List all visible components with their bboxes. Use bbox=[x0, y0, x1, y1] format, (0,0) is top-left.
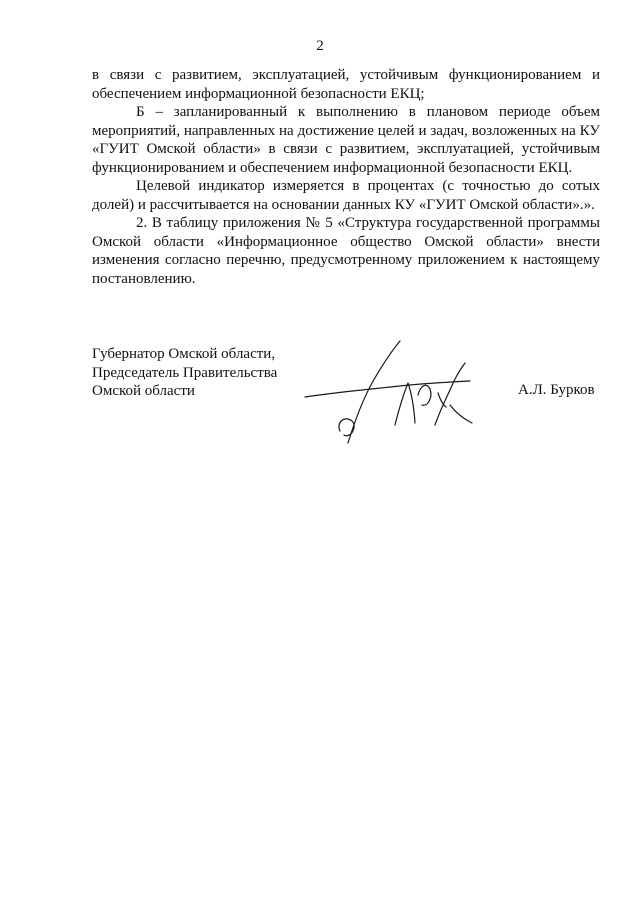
signatory-name: А.Л. Бурков bbox=[518, 382, 595, 398]
signatory-title-line: Губернатор Омской области, bbox=[92, 346, 276, 362]
paragraph-indicator-note: Целевой индикатор измеряется в процентах (с точностью до сотых долей) и рассчитывается на основании данных КУ «ГУИТ Омской области».». bbox=[92, 178, 600, 213]
signatory-title-line: Омской области bbox=[92, 383, 195, 399]
paragraph-b-definition: Б – запланированный к выполнению в плановом периоде объем мероприятий, направленных на достижение целей и задач, возложенных на КУ «ГУИТ Омской области» в связи с развитием, эксплуатацией, устойчивым функционированием и обеспечением информационной безопасности ЕКЦ. bbox=[92, 104, 600, 176]
paragraph-item-2: 2. В таблицу приложения № 5 «Структура государственной программы Омской области «Информационное общество Омской области» внести изменения согласно перечню, предусмотренному приложением к настоящему постановлению. bbox=[92, 215, 600, 287]
paragraph-continuation: в связи с развитием, эксплуатацией, устойчивым функционированием и обеспечением информационной безопасности ЕКЦ; bbox=[92, 67, 600, 102]
document-body bbox=[92, 66, 600, 288]
signatory-title-line: Председатель Правительства bbox=[92, 364, 278, 381]
signatory-title bbox=[92, 345, 277, 401]
page-number: 2 bbox=[316, 38, 324, 54]
handwritten-signature bbox=[300, 335, 480, 450]
